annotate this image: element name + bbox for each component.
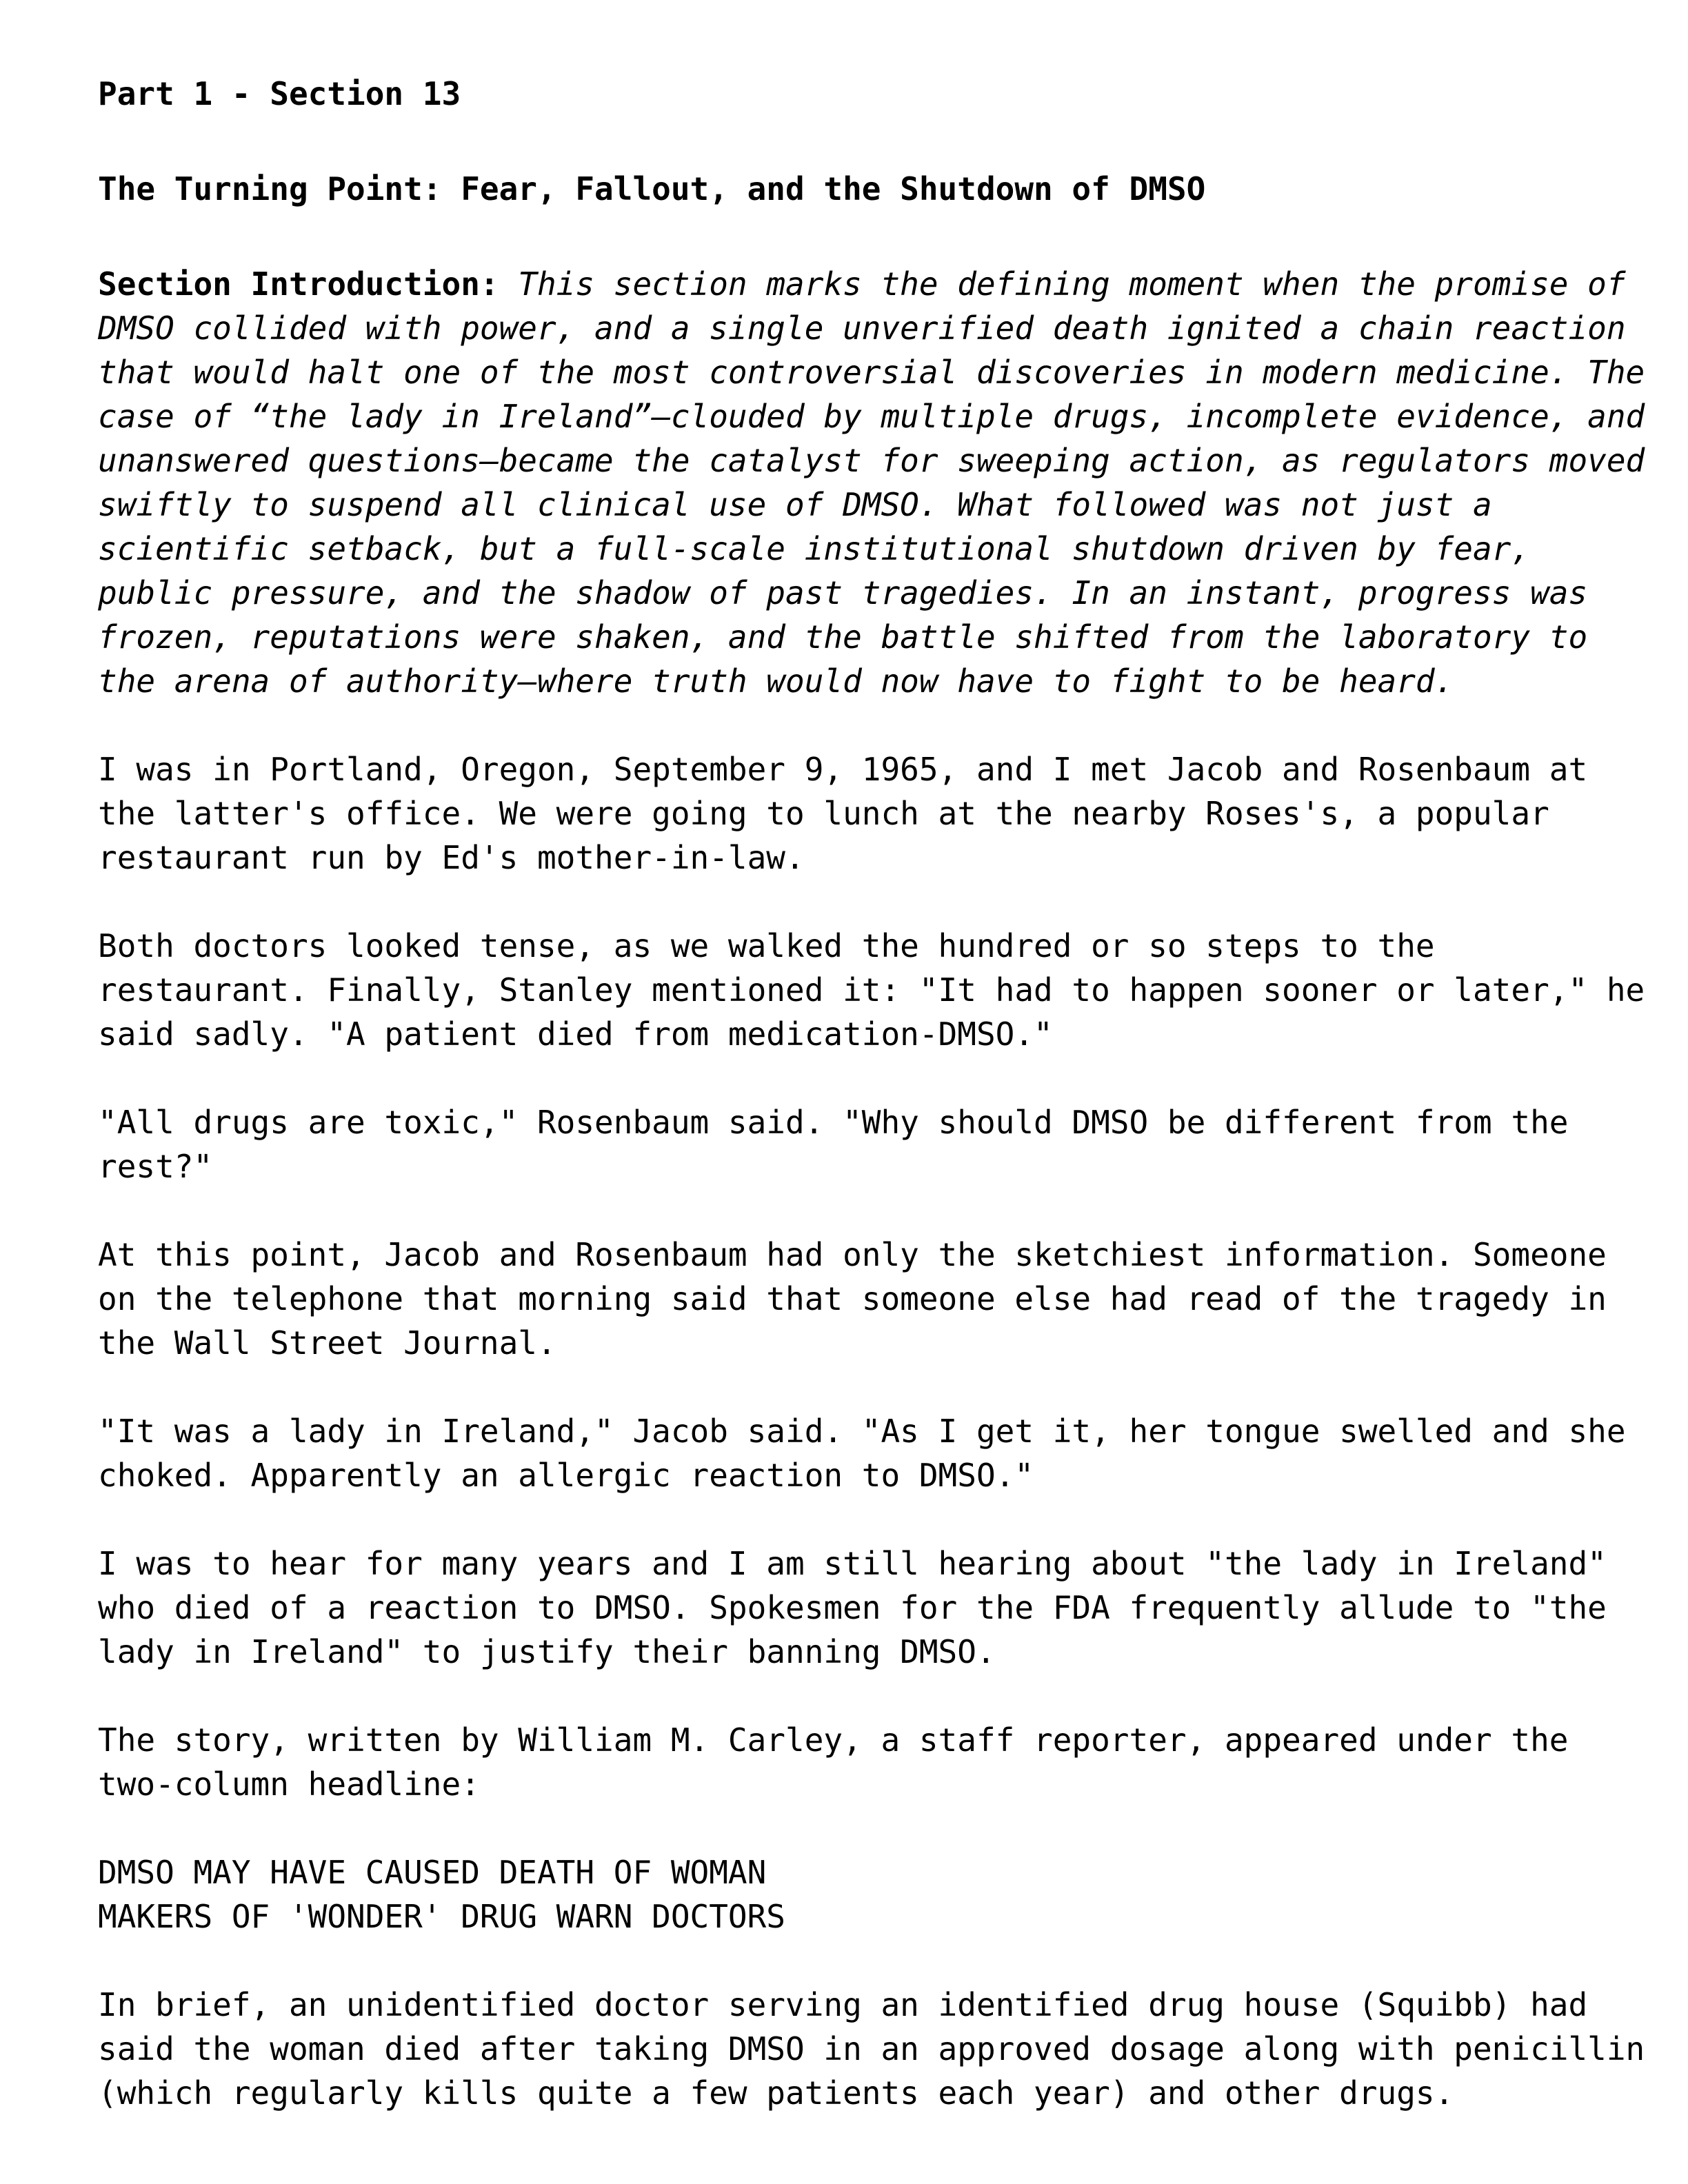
paragraph-line: In brief, an unidentified doctor serving an identified drug house (Squibb) had [98, 1986, 1588, 2023]
headline-quote [98, 1850, 1615, 1939]
paragraph-line: "It was a lady in Ireland," Jacob said. "As I get it, her tongue swelled and she [98, 1413, 1626, 1450]
paragraph-line: At this point, Jacob and Rosenbaum had only the sketchiest information. Someone [98, 1236, 1607, 1273]
body-paragraph [98, 1983, 1645, 2115]
paragraph-line: restaurant. Finally, Stanley mentioned it: "It had to happen sooner or later," he [98, 971, 1645, 1009]
headline-line: MAKERS OF 'WONDER' DRUG WARN DOCTORS [98, 1898, 785, 1935]
body-paragraph [98, 924, 1645, 1056]
paragraph-line: Both doctors looked tense, as we walked the hundred or so steps to the [98, 927, 1435, 964]
part-heading: Part 1 - Section 13 [98, 75, 461, 112]
paragraph-line: who died of a reaction to DMSO. Spokesmen for the FDA frequently allude to "the [98, 1589, 1607, 1626]
introduction-line: frozen, reputations were shaken, and the battle shifted from the laboratory to [98, 618, 1588, 656]
paragraph-line: I was to hear for many years and I am still hearing about "the lady in Ireland" [98, 1545, 1607, 1582]
body-paragraph [98, 1233, 1615, 1365]
body-paragraph [98, 1541, 1615, 1674]
document-page [98, 72, 1645, 2159]
introduction-label: Section Introduction: [98, 265, 499, 303]
paragraph-line: said the woman died after taking DMSO in an approved dosage along with penicillin [98, 2030, 1645, 2067]
body-paragraphs [98, 747, 1645, 2115]
headline-line: DMSO MAY HAVE CAUSED DEATH OF WOMAN [98, 1854, 767, 1891]
paragraph-line: the Wall Street Journal. [98, 1324, 556, 1362]
paragraph-line: said sadly. "A patient died from medication-DMSO." [98, 1015, 1053, 1053]
section-introduction [98, 262, 1645, 703]
body-paragraph [98, 1718, 1615, 1806]
introduction-line: DMSO collided with power, and a single unverified death ignited a chain reaction [98, 310, 1626, 347]
paragraph-line: "All drugs are toxic," Rosenbaum said. "Why should DMSO be different from the [98, 1104, 1569, 1141]
introduction-line: scientific setback, but a full-scale institutional shutdown driven by fear, [98, 530, 1531, 567]
introduction-line: unanswered questions–became the catalyst for sweeping action, as regulators moved [98, 442, 1645, 479]
paragraph-line: the latter's office. We were going to lunch at the nearby Roses's, a popular [98, 795, 1549, 832]
paragraph-line: I was in Portland, Oregon, September 9, 1965, and I met Jacob and Rosenbaum at [98, 751, 1588, 788]
paragraph-line: The story, written by William M. Carley, a staff reporter, appeared under the [98, 1721, 1569, 1759]
spacer [98, 211, 1615, 262]
paragraph-line: (which regularly kills quite a few patients each year) and other drugs. [98, 2074, 1454, 2112]
paragraph-line: restaurant run by Ed's mother-in-law. [98, 839, 805, 876]
introduction-line: case of “the lady in Ireland”–clouded by multiple drugs, incomplete evidence, and [98, 398, 1645, 435]
spacer [98, 116, 1615, 167]
body-paragraph [98, 747, 1615, 880]
body-paragraph [98, 1409, 1626, 1497]
paragraph-line: lady in Ireland" to justify their banning DMSO. [98, 1633, 996, 1670]
introduction-line: This section marks the defining moment when the promise of [499, 265, 1626, 303]
introduction-line: public pressure, and the shadow of past tragedies. In an instant, progress was [98, 574, 1588, 611]
paragraph-line: on the telephone that morning said that someone else had read of the tragedy in [98, 1280, 1607, 1317]
body-paragraph [98, 1100, 1615, 1189]
paragraph-line: two-column headline: [98, 1766, 480, 1803]
paragraph-line: choked. Apparently an allergic reaction to DMSO." [98, 1457, 1034, 1494]
introduction-line: that would halt one of the most controversial discoveries in modern medicine. The [98, 354, 1645, 391]
introduction-line: the arena of authority–where truth would now have to fight to be heard. [98, 663, 1454, 700]
paragraph-line: rest?" [98, 1148, 213, 1185]
section-title: The Turning Point: Fear, Fallout, and the Shutdown of DMSO [98, 170, 1206, 208]
introduction-line: swiftly to suspend all clinical use of DMSO. What followed was not just a [98, 486, 1492, 523]
